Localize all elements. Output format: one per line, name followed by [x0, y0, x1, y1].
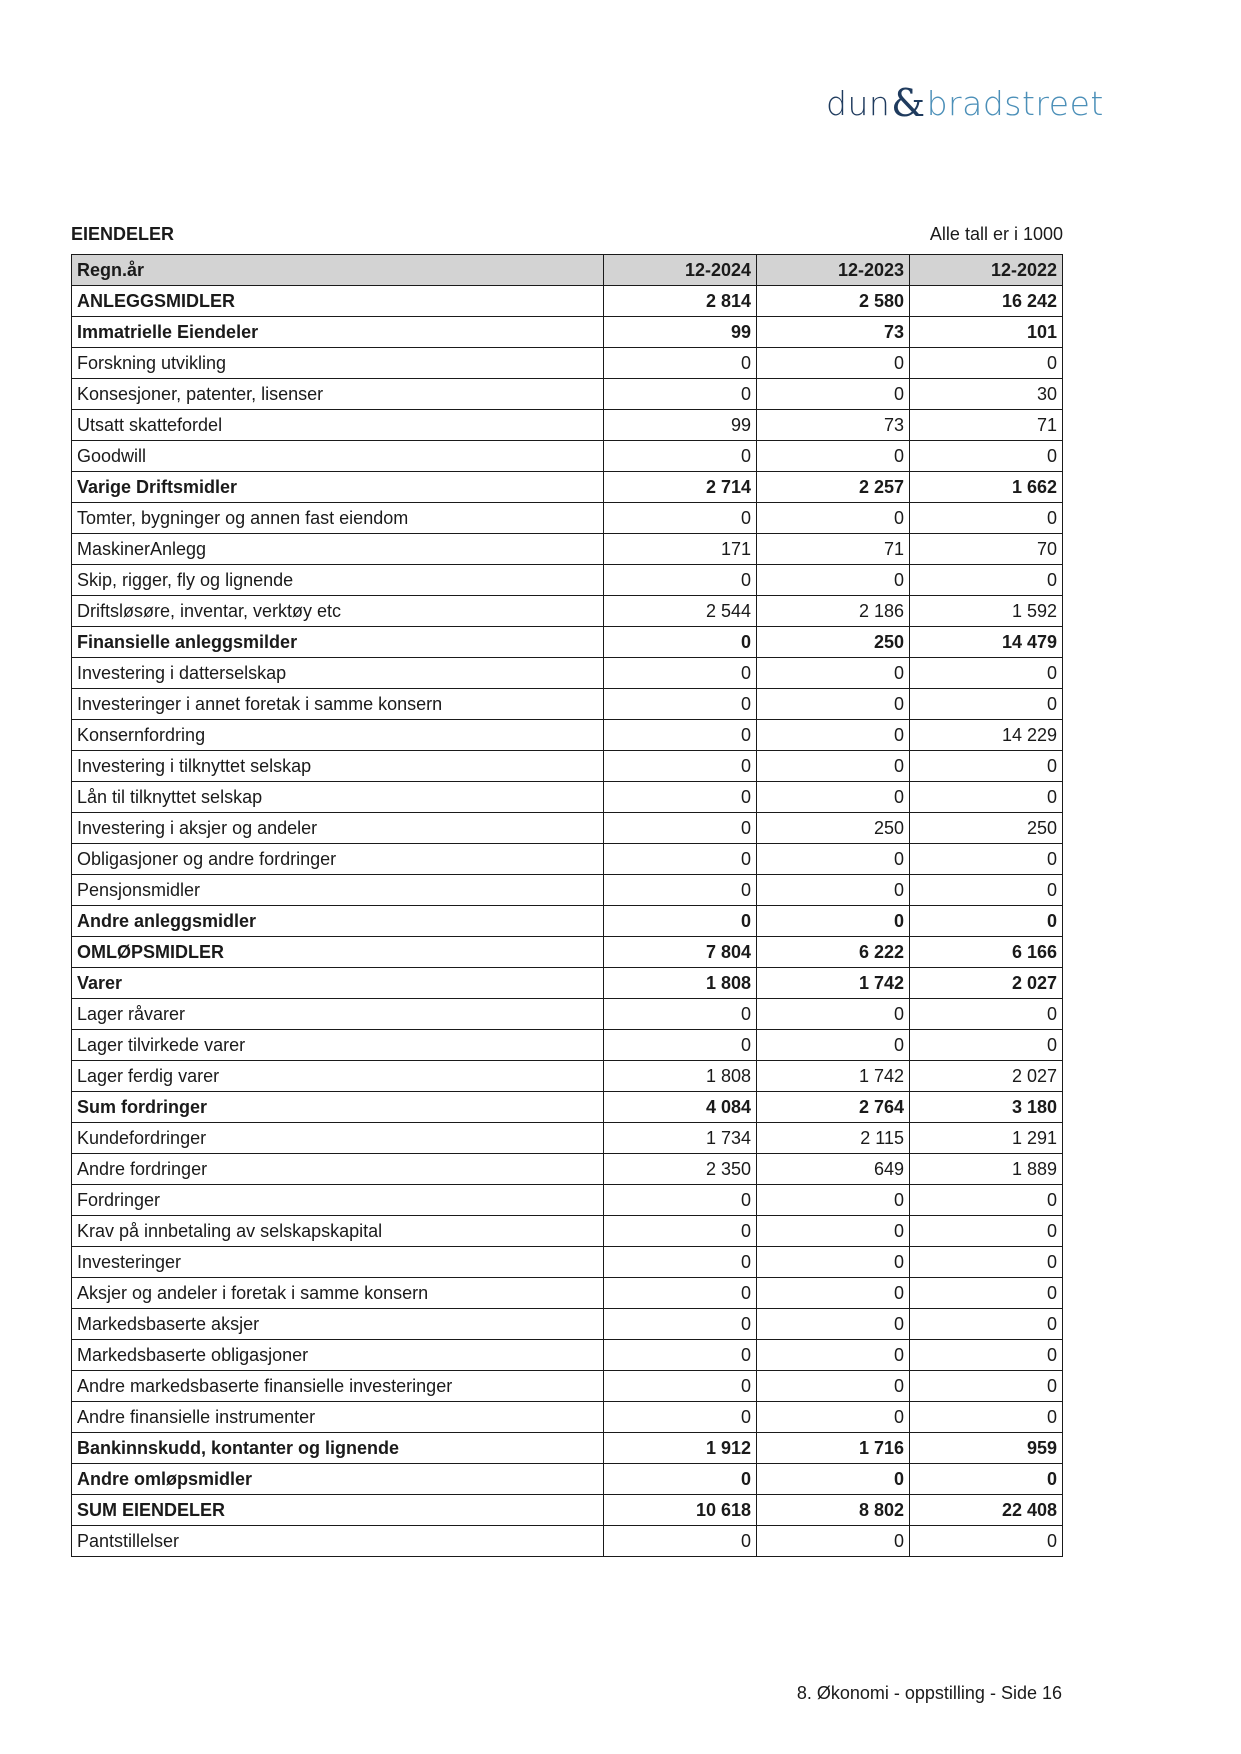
- row-value: 0: [757, 1185, 910, 1216]
- logo-text-dun: dun: [826, 84, 891, 123]
- table-row: [72, 658, 1063, 689]
- row-value: 99: [604, 410, 757, 441]
- logo-text-bradstreet: bradstreet: [926, 84, 1104, 123]
- row-label: Krav på innbetaling av selskapskapital: [72, 1216, 604, 1247]
- row-value: 8 802: [757, 1495, 910, 1526]
- row-value: 2 814: [604, 286, 757, 317]
- row-value: 1 889: [910, 1154, 1063, 1185]
- table-row: [72, 813, 1063, 844]
- table-row: [72, 1154, 1063, 1185]
- row-value: 0: [604, 875, 757, 906]
- table-row: [72, 1340, 1063, 1371]
- logo-ampersand-icon: &: [891, 81, 926, 125]
- row-value: 6 166: [910, 937, 1063, 968]
- table-row: [72, 534, 1063, 565]
- table-row: [72, 1061, 1063, 1092]
- row-value: 0: [757, 999, 910, 1030]
- table-row: [72, 1123, 1063, 1154]
- row-label: Investering i datterselskap: [72, 658, 604, 689]
- row-value: 2 764: [757, 1092, 910, 1123]
- row-value: 171: [604, 534, 757, 565]
- row-value: 0: [910, 751, 1063, 782]
- row-value: 2 714: [604, 472, 757, 503]
- row-value: 0: [910, 782, 1063, 813]
- row-value: 2 027: [910, 1061, 1063, 1092]
- row-value: 1 742: [757, 968, 910, 999]
- row-value: 0: [757, 1247, 910, 1278]
- row-label: Investering i aksjer og andeler: [72, 813, 604, 844]
- balance-sheet-table: [71, 254, 1063, 1557]
- row-value: 14 229: [910, 720, 1063, 751]
- row-value: 0: [604, 627, 757, 658]
- table-row: [72, 999, 1063, 1030]
- row-value: 2 350: [604, 1154, 757, 1185]
- row-value: 0: [604, 906, 757, 937]
- row-value: 0: [604, 999, 757, 1030]
- row-label: Andre anleggsmidler: [72, 906, 604, 937]
- row-value: 0: [910, 1278, 1063, 1309]
- row-value: 0: [757, 1402, 910, 1433]
- row-label: Lager råvarer: [72, 999, 604, 1030]
- row-value: 2 186: [757, 596, 910, 627]
- table-row: [72, 1402, 1063, 1433]
- row-value: 0: [604, 720, 757, 751]
- row-value: 16 242: [910, 286, 1063, 317]
- row-value: 0: [910, 1247, 1063, 1278]
- row-value: 2 544: [604, 596, 757, 627]
- table-row: [72, 1278, 1063, 1309]
- row-value: 1 734: [604, 1123, 757, 1154]
- row-value: 0: [910, 875, 1063, 906]
- row-value: 2 115: [757, 1123, 910, 1154]
- row-value: 1 592: [910, 596, 1063, 627]
- table-row: [72, 689, 1063, 720]
- section-title: EIENDELER: [71, 224, 175, 244]
- row-value: 0: [757, 1216, 910, 1247]
- row-label: Andre markedsbaserte finansielle investeringer: [72, 1371, 604, 1402]
- row-value: 1 808: [604, 968, 757, 999]
- row-value: 0: [757, 1030, 910, 1061]
- table-row: [72, 1309, 1063, 1340]
- row-value: 0: [757, 906, 910, 937]
- row-value: 0: [604, 1464, 757, 1495]
- row-value: 250: [910, 813, 1063, 844]
- row-value: 0: [910, 1030, 1063, 1061]
- row-value: 0: [910, 1371, 1063, 1402]
- dun-bradstreet-logo: [826, 76, 1104, 125]
- row-value: 1 808: [604, 1061, 757, 1092]
- row-label: Markedsbaserte aksjer: [72, 1309, 604, 1340]
- row-value: 0: [757, 782, 910, 813]
- row-label: Finansielle anleggsmilder: [72, 627, 604, 658]
- row-value: 0: [604, 813, 757, 844]
- table-row: [72, 1371, 1063, 1402]
- row-label: Investeringer i annet foretak i samme konsern: [72, 689, 604, 720]
- row-value: 0: [757, 658, 910, 689]
- row-value: 73: [757, 410, 910, 441]
- row-value: 30: [910, 379, 1063, 410]
- row-value: 0: [910, 1185, 1063, 1216]
- row-label: Fordringer: [72, 1185, 604, 1216]
- row-label: Forskning utvikling: [72, 348, 604, 379]
- row-label: Immatrielle Eiendeler: [72, 317, 604, 348]
- row-value: 70: [910, 534, 1063, 565]
- row-label: Tomter, bygninger og annen fast eiendom: [72, 503, 604, 534]
- row-value: 959: [910, 1433, 1063, 1464]
- table-row: [72, 1247, 1063, 1278]
- row-value: 0: [604, 1185, 757, 1216]
- row-value: 0: [757, 1278, 910, 1309]
- table-row: [72, 565, 1063, 596]
- row-label: Bankinnskudd, kontanter og lignende: [72, 1433, 604, 1464]
- table-row: [72, 1216, 1063, 1247]
- column-header-period: 12-2023: [757, 255, 910, 286]
- table-row: [72, 782, 1063, 813]
- row-value: 0: [757, 379, 910, 410]
- row-value: 0: [757, 503, 910, 534]
- row-value: 2 257: [757, 472, 910, 503]
- row-label: Lager tilvirkede varer: [72, 1030, 604, 1061]
- row-value: 0: [604, 565, 757, 596]
- row-value: 0: [604, 844, 757, 875]
- row-value: 0: [910, 1340, 1063, 1371]
- row-value: 0: [604, 658, 757, 689]
- column-header-period: 12-2024: [604, 255, 757, 286]
- table-row: [72, 906, 1063, 937]
- row-value: 1 912: [604, 1433, 757, 1464]
- row-value: 0: [757, 720, 910, 751]
- table-row: [72, 1495, 1063, 1526]
- row-value: 0: [910, 1216, 1063, 1247]
- row-value: 2 027: [910, 968, 1063, 999]
- row-value: 0: [757, 844, 910, 875]
- row-label: Markedsbaserte obligasjoner: [72, 1340, 604, 1371]
- row-label: Sum fordringer: [72, 1092, 604, 1123]
- column-header-label: Regn.år: [72, 255, 604, 286]
- row-value: 1 662: [910, 472, 1063, 503]
- row-value: 1 742: [757, 1061, 910, 1092]
- table-row: [72, 844, 1063, 875]
- table-row: [72, 720, 1063, 751]
- row-value: 0: [910, 658, 1063, 689]
- row-label: Pensjonsmidler: [72, 875, 604, 906]
- row-value: 0: [604, 1309, 757, 1340]
- row-value: 2 580: [757, 286, 910, 317]
- row-label: Goodwill: [72, 441, 604, 472]
- table-row: [72, 937, 1063, 968]
- table-row: [72, 379, 1063, 410]
- row-value: 0: [757, 751, 910, 782]
- row-value: 22 408: [910, 1495, 1063, 1526]
- row-value: 649: [757, 1154, 910, 1185]
- table-row: [72, 472, 1063, 503]
- row-value: 101: [910, 317, 1063, 348]
- row-value: 0: [757, 1371, 910, 1402]
- table-row: [72, 1464, 1063, 1495]
- table-row: [72, 348, 1063, 379]
- row-value: 0: [604, 1402, 757, 1433]
- row-value: 0: [604, 1030, 757, 1061]
- row-label: Lager ferdig varer: [72, 1061, 604, 1092]
- table-row: [72, 968, 1063, 999]
- table-row: [72, 875, 1063, 906]
- row-label: Konsesjoner, patenter, lisenser: [72, 379, 604, 410]
- table-row: [72, 503, 1063, 534]
- row-value: 0: [604, 782, 757, 813]
- row-value: 0: [757, 1309, 910, 1340]
- row-label: Lån til tilknyttet selskap: [72, 782, 604, 813]
- row-label: Kundefordringer: [72, 1123, 604, 1154]
- row-value: 0: [604, 503, 757, 534]
- table-header-row: [72, 255, 1063, 286]
- row-value: 0: [910, 441, 1063, 472]
- row-value: 0: [757, 875, 910, 906]
- row-label: Andre omløpsmidler: [72, 1464, 604, 1495]
- table-row: [72, 1185, 1063, 1216]
- row-label: SUM EIENDELER: [72, 1495, 604, 1526]
- table-body: [72, 286, 1063, 1557]
- row-value: 0: [757, 1526, 910, 1557]
- row-label: Andre fordringer: [72, 1154, 604, 1185]
- row-value: 0: [604, 1340, 757, 1371]
- row-value: 0: [757, 565, 910, 596]
- row-value: 0: [604, 441, 757, 472]
- row-value: 0: [604, 1278, 757, 1309]
- row-value: 0: [910, 503, 1063, 534]
- row-label: Varige Driftsmidler: [72, 472, 604, 503]
- row-value: 14 479: [910, 627, 1063, 658]
- row-label: Andre finansielle instrumenter: [72, 1402, 604, 1433]
- row-value: 0: [757, 441, 910, 472]
- row-label: Pantstillelser: [72, 1526, 604, 1557]
- column-header-period: 12-2022: [910, 255, 1063, 286]
- row-value: 71: [910, 410, 1063, 441]
- row-value: 1 291: [910, 1123, 1063, 1154]
- row-value: 10 618: [604, 1495, 757, 1526]
- row-value: 0: [604, 1216, 757, 1247]
- row-value: 71: [757, 534, 910, 565]
- row-label: Skip, rigger, fly og lignende: [72, 565, 604, 596]
- row-value: 0: [757, 1464, 910, 1495]
- page-footer: 8. Økonomi - oppstilling - Side 16: [796, 1683, 1062, 1703]
- row-value: 6 222: [757, 937, 910, 968]
- row-label: Obligasjoner og andre fordringer: [72, 844, 604, 875]
- table-row: [72, 1092, 1063, 1123]
- row-value: 250: [757, 813, 910, 844]
- row-label: Konsernfordring: [72, 720, 604, 751]
- row-value: 0: [604, 689, 757, 720]
- row-value: 0: [910, 1309, 1063, 1340]
- table-row: [72, 410, 1063, 441]
- row-value: 0: [910, 348, 1063, 379]
- table-row: [72, 627, 1063, 658]
- row-value: 0: [757, 348, 910, 379]
- row-value: 0: [910, 906, 1063, 937]
- row-value: 4 084: [604, 1092, 757, 1123]
- row-value: 0: [910, 999, 1063, 1030]
- row-value: 0: [910, 565, 1063, 596]
- row-value: 0: [604, 348, 757, 379]
- row-label: Aksjer og andeler i foretak i samme konsern: [72, 1278, 604, 1309]
- row-value: 250: [757, 627, 910, 658]
- table-row: [72, 1433, 1063, 1464]
- table-row: [72, 596, 1063, 627]
- row-label: ANLEGGSMIDLER: [72, 286, 604, 317]
- table-row: [72, 286, 1063, 317]
- row-label: MaskinerAnlegg: [72, 534, 604, 565]
- row-value: 0: [604, 1247, 757, 1278]
- row-value: 0: [604, 1371, 757, 1402]
- units-note: Alle tall er i 1000: [929, 224, 1063, 244]
- table-row: [72, 441, 1063, 472]
- row-value: 0: [910, 1402, 1063, 1433]
- row-value: 0: [604, 751, 757, 782]
- row-value: 0: [604, 1526, 757, 1557]
- row-value: 0: [757, 689, 910, 720]
- row-value: 0: [910, 844, 1063, 875]
- row-value: 3 180: [910, 1092, 1063, 1123]
- row-label: Driftsløsøre, inventar, verktøy etc: [72, 596, 604, 627]
- row-value: 7 804: [604, 937, 757, 968]
- row-label: Varer: [72, 968, 604, 999]
- table-row: [72, 751, 1063, 782]
- row-label: Investeringer: [72, 1247, 604, 1278]
- row-value: 0: [910, 689, 1063, 720]
- row-value: 0: [757, 1340, 910, 1371]
- row-label: Utsatt skattefordel: [72, 410, 604, 441]
- row-value: 0: [604, 379, 757, 410]
- table-row: [72, 1030, 1063, 1061]
- row-value: 73: [757, 317, 910, 348]
- table-row: [72, 1526, 1063, 1557]
- row-value: 1 716: [757, 1433, 910, 1464]
- row-label: OMLØPSMIDLER: [72, 937, 604, 968]
- table-row: [72, 317, 1063, 348]
- row-value: 0: [910, 1526, 1063, 1557]
- row-value: 0: [910, 1464, 1063, 1495]
- row-value: 99: [604, 317, 757, 348]
- row-label: Investering i tilknyttet selskap: [72, 751, 604, 782]
